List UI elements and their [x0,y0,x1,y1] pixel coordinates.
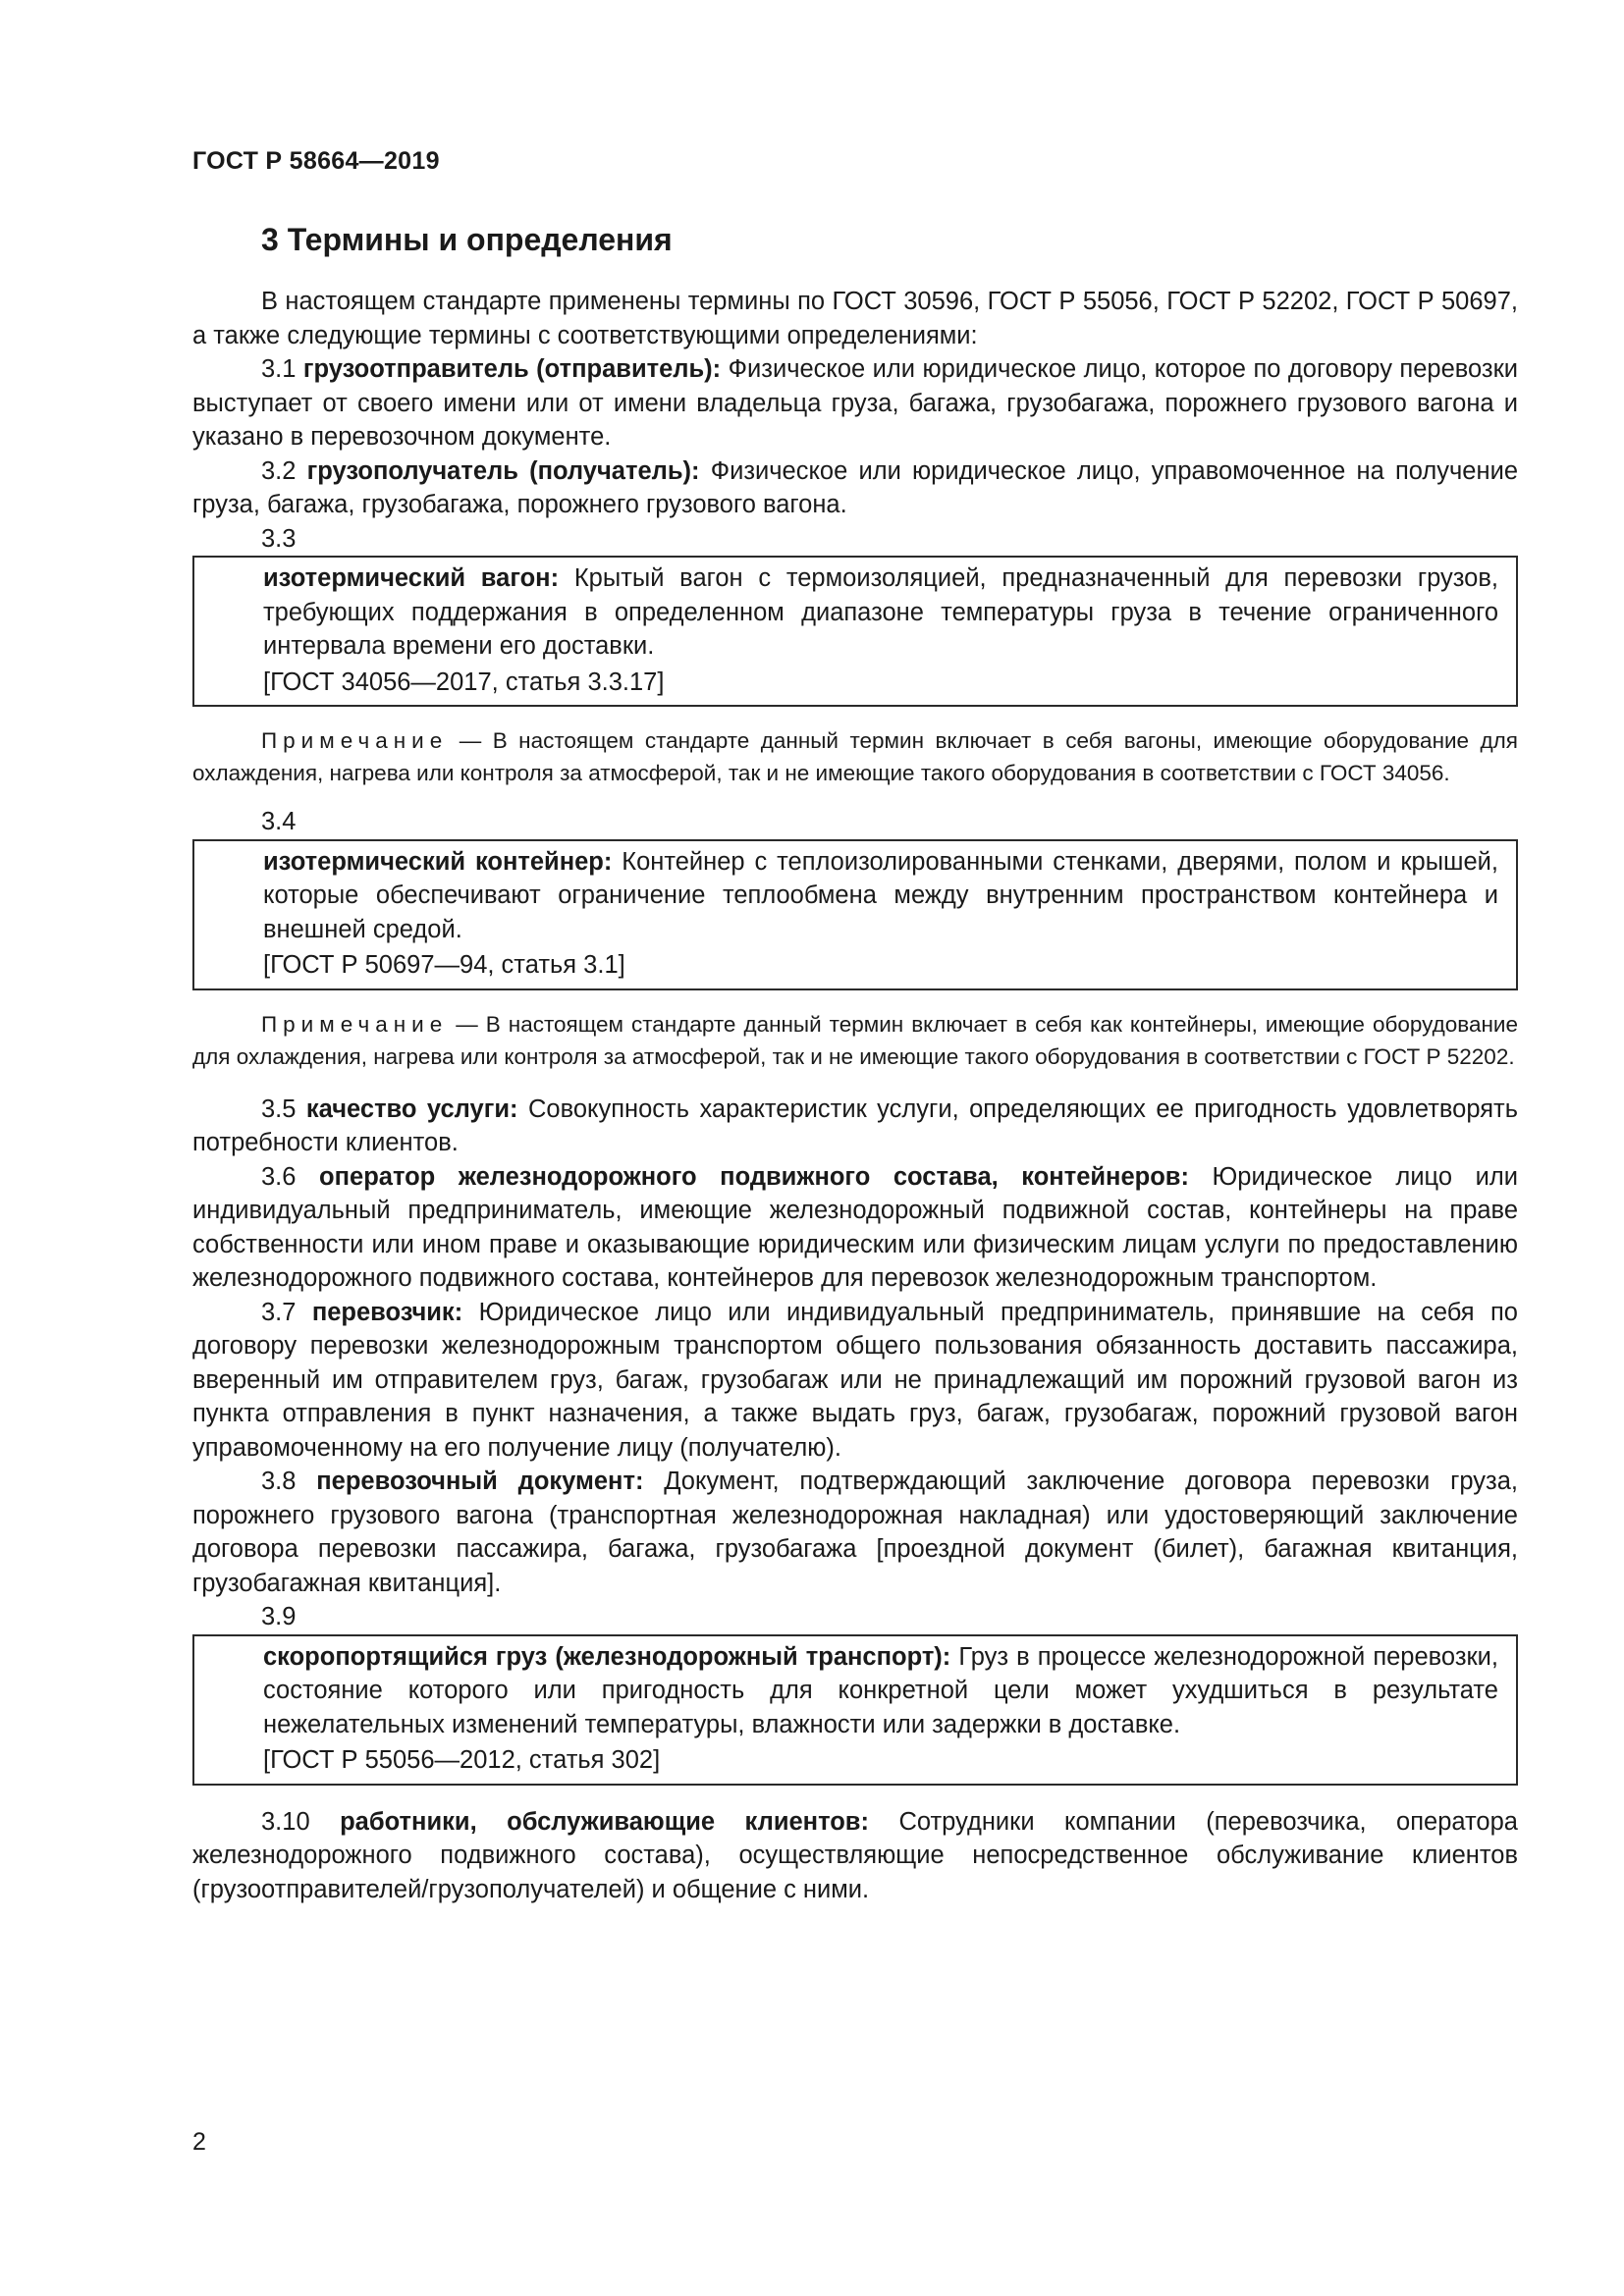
term-3-4-box [192,839,1518,990]
term-3-5 [192,1093,1518,1160]
term-number: 3.9 [261,1603,297,1630]
term-source: [ГОСТ 34056—2017, статья 3.3.17] [263,667,665,696]
term-name: перевозочный документ: [316,1468,644,1495]
term-definition: Совокупность характеристик услуги, определяющих ее пригодность удовлетворять потребности клиентов. [192,1095,1519,1156]
document-body [192,285,1518,1906]
term-number: 3.5 [261,1095,297,1123]
term-3-10 [192,1805,1518,1907]
term-3-7 [192,1296,1518,1466]
term-name: оператор железнодорожного подвижного состава, контейнеров: [319,1162,1189,1191]
term-name: скоропортящийся груз (железнодорожный транспорт): [263,1642,951,1671]
term-number: 3.7 [261,1298,297,1326]
term-3-2 [192,454,1518,522]
term-name: изотермический контейнер: [263,847,613,876]
page-number: 2 [192,2128,206,2156]
term-3-9-box [192,1634,1518,1786]
term-number: 3.1 [261,355,297,383]
term-name: грузополучатель (получатель): [306,456,700,485]
term-name: перевозчик: [311,1298,463,1326]
term-3-9 [263,1640,1498,1742]
term-number: 3.6 [261,1162,297,1191]
term-definition: Юридическое лицо или индивидуальный предприниматель, принявшие на себя по договору перевозки железнодорожным транспортом общего пользования обязанность доставить пассажира, вверенный им отправителем груз, багаж, грузобагаж или не принадлежащий им порожний грузовой вагон из пункта отправления в пункт назначения, а также выдать груз, багаж, грузобагаж, порожний грузовой вагон управомоченному на его получение лицу (получателю). [192,1298,1518,1462]
term-definition: Физическое или юридическое лицо, управомоченное на получение груза, багажа, грузобагажа, порожнего грузового вагона. [192,456,1518,518]
note-2 [192,1008,1518,1073]
term-3-8 [192,1465,1518,1600]
term-3-3 [263,561,1498,664]
intro-paragraph: В настоящем стандарте применены термины по ГОСТ 30596, ГОСТ Р 55056, ГОСТ Р 52202, ГОСТ Р 50697, а также следующие термины с соответствующими определениями: [192,288,1518,349]
term-definition: Физическое или юридическое лицо, которое по договору перевозки выступает от своего имени или от имени владельца груза, багажа, грузобагажа, порожнего грузового вагона и указано в перевозочном документе. [192,355,1519,451]
term-source: [ГОСТ Р 55056—2012, статья 302] [263,1746,661,1774]
term-definition: Документ, подтверждающий заключение договора перевозки груза, порожнего грузового вагона (транспортная железнодорожная накладная) или удостоверяющий заключение договора перевозки пассажира, багажа, грузобагажа [проездной документ (билет), багажная квитанция, грузобагажная квитанция]. [192,1468,1518,1597]
term-3-3-box [192,556,1518,707]
note-text: — В настоящем стандарте данный термин включает в себя как контейнеры, имеющие оборудование для охлаждения, нагрева или контроля за атмосферой, так и не имеющие такого оборудования в соответствии с ГОСТ Р 52202. [192,1011,1518,1069]
term-definition: Контейнер с теплоизолированными стенками, дверями, полом и крышей, которые обеспечивают ограничение теплообмена между внутренним пространством контейнера и внешней средой. [263,847,1498,943]
term-definition: Юридическое лицо или индивидуальный предприниматель, имеющие железнодорожный подвижной состав, контейнеры на праве собственности или ином праве и оказывающие юридическим или физическим лицам услуги по предоставлению железнодорожного подвижного состава, контейнеров для перевозок железнодорожным транспортом. [192,1162,1518,1292]
term-name: качество услуги: [305,1095,518,1123]
term-number: 3.10 [261,1807,310,1836]
term-number: 3.4 [261,808,297,835]
note-1 [192,724,1518,789]
term-3-4 [263,845,1498,947]
term-name: грузоотправитель (отправитель): [302,355,722,383]
section-title: 3 Термины и определения [261,222,673,257]
term-3-1 [192,352,1518,454]
term-3-6 [192,1160,1518,1296]
term-name: работники, обслуживающие клиентов: [340,1807,869,1836]
term-number: 3.8 [261,1468,297,1495]
note-label: Примечание [261,728,449,753]
term-name: изотермический вагон: [263,564,560,592]
term-definition: Груз в процессе железнодорожной перевозки, состояние которого или пригодность для конкретной цели может ухудшиться в результате нежелательных изменений температуры, влажности или задержки в доставке. [263,1642,1499,1738]
note-label: Примечание [261,1011,449,1037]
note-text: — В настоящем стандарте данный термин включает в себя вагоны, имеющие оборудование для охлаждения, нагрева или контроля за атмосферой, так и не имеющие такого оборудования в соответствии с ГОСТ 34056. [192,728,1518,785]
term-definition: Крытый вагон с термоизоляцией, предназначенный для перевозки грузов, требующих поддержания в определенном диапазоне температуры груза в течение ограниченного интервала времени его доставки. [263,564,1498,660]
term-definition: Сотрудники компании (перевозчика, оператора железнодорожного подвижного состава), осуществляющие непосредственное обслуживание клиентов (грузоотправителей/грузополучателей) и общение с ними. [192,1807,1518,1903]
term-number: 3.2 [261,456,297,485]
standard-header: ГОСТ Р 58664—2019 [192,147,440,175]
term-number: 3.3 [261,524,297,553]
term-source: [ГОСТ Р 50697—94, статья 3.1] [263,951,625,979]
